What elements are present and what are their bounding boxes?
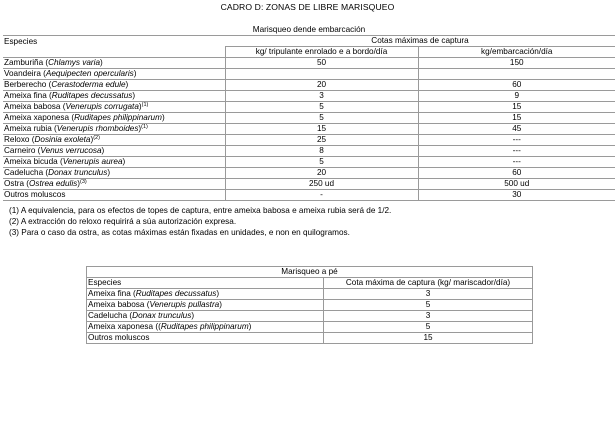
footnotes — [9, 206, 391, 238]
species-common-name: Zamburiña ( — [4, 58, 49, 67]
species-latin-name: Aequipecten opercularis — [45, 69, 134, 78]
species-paren: ) — [219, 300, 222, 309]
species-common-name: Ameixa bicuda ( — [4, 157, 63, 166]
quota-per-crew: 20 — [225, 168, 418, 179]
species-name-cell — [3, 190, 225, 201]
table-row — [87, 322, 533, 333]
species-name-cell — [3, 113, 225, 124]
table-row — [87, 333, 533, 344]
boat-table-heading: Marisqueo dende embarcación — [3, 25, 615, 36]
table-row — [3, 69, 615, 80]
quota-per-crew: 250 ud — [225, 179, 418, 190]
table-row — [87, 300, 533, 311]
species-paren: ) — [133, 69, 137, 78]
species-common-name: Reloxo ( — [4, 135, 35, 144]
table-row — [3, 113, 615, 124]
species-latin-name: Ruditapes philippinarum — [160, 322, 249, 331]
quota-per-crew: 5 — [225, 157, 418, 168]
quota-per-boat — [418, 69, 615, 80]
species-paren: ) — [90, 135, 94, 144]
species-paren: ) — [125, 80, 129, 89]
species-paren: ) — [132, 91, 136, 100]
species-latin-name: Venerupis pullastra — [149, 300, 220, 309]
quota-per-crew: - — [225, 190, 418, 201]
species-latin-name: Cerastoderma edule — [51, 80, 126, 89]
quota-per-boat: 500 ud — [418, 179, 615, 190]
species-name-cell — [3, 58, 225, 69]
species-name-cell — [3, 80, 225, 91]
quota-per-boat: 9 — [418, 91, 615, 102]
foot-table-heading-row — [87, 267, 533, 278]
quota-per-crew — [225, 69, 418, 80]
species-common-name: Ameixa fina ( — [88, 289, 136, 298]
species-common-name: Berberecho ( — [4, 80, 52, 89]
quota-per-crew: 8 — [225, 146, 418, 157]
quota-per-boat: --- — [418, 146, 615, 157]
boat-quota-table — [3, 25, 615, 201]
species-latin-name: Chlamys varia — [48, 58, 101, 67]
species-common-name: Cadelucha ( — [88, 311, 133, 320]
table-row — [3, 80, 615, 91]
boat-table-header-row — [3, 36, 615, 47]
species-name-cell — [3, 168, 225, 179]
species-name-cell — [87, 311, 324, 322]
species-paren: ) — [100, 58, 103, 67]
species-paren: ) — [122, 157, 126, 166]
table-row — [3, 146, 615, 157]
species-latin-name: Venerupis aurea — [62, 157, 123, 166]
boat-col-species: Especies — [4, 36, 38, 46]
species-latin-name: Ruditapes decussatus — [135, 289, 217, 298]
quota-per-boat: 45 — [418, 124, 615, 135]
species-name-cell — [87, 289, 324, 300]
table-row — [3, 190, 615, 201]
species-paren: ) — [191, 311, 195, 320]
species-latin-name: Venus verrucosa — [40, 146, 102, 155]
species-common-name: Outros moluscos — [88, 333, 150, 342]
footnote-2: (2) A extracción do reloxo requirirá a súa autorización expresa. — [9, 216, 237, 226]
document-title: CADRO D: ZONAS DE LIBRE MARISQUEO — [220, 2, 395, 12]
species-common-name: Ameixa babosa ( — [4, 102, 66, 111]
species-paren: ) — [101, 146, 105, 155]
quota-per-crew: 50 — [225, 58, 418, 69]
species-name-cell — [87, 300, 324, 311]
species-paren: ) — [248, 322, 252, 331]
footnote-marker: (3) — [80, 179, 87, 185]
foot-col-species: Especies — [87, 278, 324, 289]
species-common-name: Cadelucha ( — [4, 168, 49, 177]
species-paren: ) — [161, 113, 165, 122]
quota-per-crew: 5 — [225, 102, 418, 113]
foot-table-heading: Marisqueo a pé — [87, 267, 533, 278]
species-name-cell — [3, 157, 225, 168]
table-row — [3, 168, 615, 179]
species-name-cell — [3, 69, 225, 80]
species-paren: ) — [77, 179, 81, 188]
table-row — [3, 124, 615, 135]
table-row — [3, 135, 615, 146]
boat-col-quota: Cotas máximas de captura — [225, 36, 615, 47]
quota-per-harvester: 5 — [324, 300, 533, 311]
quota-per-boat: --- — [418, 135, 615, 146]
quota-per-crew: 3 — [225, 91, 418, 102]
species-name-cell — [3, 179, 225, 190]
quota-per-boat: 60 — [418, 80, 615, 91]
species-name-cell — [3, 102, 225, 113]
quota-per-boat: 150 — [418, 58, 615, 69]
boat-table-subheader-row — [3, 47, 615, 58]
species-common-name: Ostra ( — [4, 179, 30, 188]
table-row — [3, 157, 615, 168]
species-latin-name: Donax trunculus — [132, 311, 192, 320]
species-paren: ) — [138, 124, 142, 133]
species-name-cell — [3, 135, 225, 146]
species-latin-name: Venerupis corrugata — [65, 102, 139, 111]
species-latin-name: Donax trunculus — [48, 168, 108, 177]
species-common-name: Ameixa xaponesa (( — [88, 322, 161, 331]
species-latin-name: Ostrea edulis — [29, 179, 78, 188]
species-paren: ) — [216, 289, 220, 298]
species-name-cell — [3, 124, 225, 135]
quota-per-boat: --- — [418, 157, 615, 168]
quota-per-harvester: 3 — [324, 289, 533, 300]
species-name-cell — [3, 91, 225, 102]
species-latin-name: Venerupis rhomboides — [56, 124, 139, 133]
foot-col-quota: Cota máxima de captura (kg/ mariscador/día) — [324, 278, 533, 289]
quota-per-harvester: 5 — [324, 322, 533, 333]
quota-per-boat: 15 — [418, 113, 615, 124]
species-latin-name: Ruditapes philippinarum — [74, 113, 162, 122]
species-name-cell — [87, 333, 324, 344]
footnote-3: (3) Para o caso da ostra, as cotas máximas están fixadas en unidades, e non en quilogramos. — [9, 227, 350, 237]
species-name-cell — [3, 146, 225, 157]
species-paren: ) — [107, 168, 111, 177]
species-paren: ) — [138, 102, 142, 111]
table-row — [3, 58, 615, 69]
species-common-name: Voandeira ( — [4, 69, 46, 78]
quota-per-crew: 25 — [225, 135, 418, 146]
footnote-marker: (2) — [93, 135, 100, 141]
species-common-name: Ameixa rubia ( — [4, 124, 57, 133]
boat-table-heading-row — [3, 25, 615, 36]
quota-per-crew: 5 — [225, 113, 418, 124]
quota-per-boat: 60 — [418, 168, 615, 179]
quota-per-harvester: 3 — [324, 311, 533, 322]
footnote-1: (1) A equivalencia, para os efectos de topes de captura, entre ameixa babosa e ameixa rubia será de 1/2. — [9, 206, 392, 215]
species-name-cell — [87, 322, 324, 333]
species-latin-name: Dosinia exoleta — [34, 135, 91, 144]
quota-per-harvester: 15 — [324, 333, 533, 344]
quota-per-boat: 15 — [418, 102, 615, 113]
boat-sub-col-b: kg/embarcación/día — [418, 47, 615, 58]
table-row — [3, 102, 615, 113]
species-common-name: Ameixa babosa ( — [88, 300, 150, 309]
species-latin-name: Ruditapes decussatus — [51, 91, 133, 100]
foot-quota-table — [86, 266, 533, 344]
table-row — [3, 91, 615, 102]
quota-per-crew: 15 — [225, 124, 418, 135]
table-row — [87, 311, 533, 322]
footnote-marker: (1) — [141, 102, 149, 108]
quota-per-boat: 30 — [418, 190, 615, 201]
species-common-name: Ameixa xaponesa ( — [4, 113, 75, 122]
foot-table-header-row — [87, 278, 533, 289]
footnote-marker: (1) — [141, 124, 148, 130]
species-common-name: Outros moluscos — [4, 190, 66, 199]
quota-per-crew: 20 — [225, 80, 418, 91]
table-row — [87, 289, 533, 300]
boat-sub-col-a: kg/ tripulante enrolado e a bordo/día — [225, 47, 418, 58]
species-common-name: Carneiro ( — [4, 146, 41, 155]
species-common-name: Ameixa fina ( — [4, 91, 52, 100]
table-row — [3, 179, 615, 190]
